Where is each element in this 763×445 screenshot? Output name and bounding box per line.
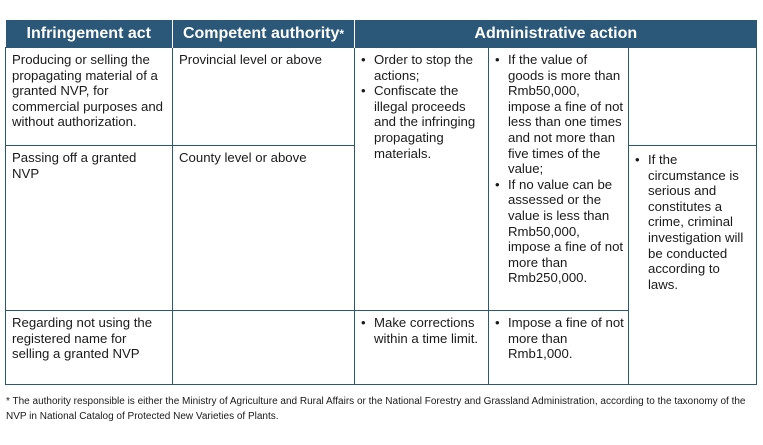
list-item: • If the value of goods is more than Rmb50,000, impose a fine of not less than one times and not more than five times of the value; (493, 52, 624, 177)
list-item: • Impose a fine of not more than Rmb1,000. (493, 315, 624, 362)
action-cell-small-fine (489, 311, 629, 385)
act-cell: Passing off a granted NVP (6, 146, 173, 311)
action-cell-correct (355, 311, 489, 385)
action-cell-stop (355, 48, 489, 311)
header-infringement-act: Infringement act (6, 20, 173, 48)
header-competent-authority-label: Competent authority (182, 24, 340, 42)
header-competent-authority (173, 20, 355, 48)
footnote-marker: * (6, 396, 10, 407)
list-item: • If no value can be assessed or the value is less than Rmb50,000, impose a fine of not more than Rmb250,000. (493, 177, 624, 286)
header-administrative-action: Administrative action (355, 20, 757, 48)
action-cell-empty (629, 48, 757, 146)
footnote-text: The authority responsible is either the Ministry of Agriculture and Rural Affairs or the National Forestry and Grassland Administration, according to the taxonomy of the NVP in National Catalog of Protected New Varieties of Plants. (6, 396, 746, 422)
act-cell: Producing or selling the propagating material of a granted NVP, for commercial purposes and without authorization. (6, 48, 173, 146)
list-item: • Confiscate the illegal proceeds and the infringing propagating materials. (359, 83, 484, 161)
table-row (6, 48, 757, 146)
action-cell-fine (489, 48, 629, 311)
authority-cell-empty (173, 311, 355, 385)
authority-cell: Provincial level or above (173, 48, 355, 146)
act-cell: Regarding not using the registered name for selling a granted NVP (6, 311, 173, 385)
footnote (6, 394, 758, 424)
list-item: • If the circumstance is serious and constitutes a crime, criminal investigation will be conducted according to laws. (633, 152, 752, 292)
list-item: • Make corrections within a time limit. (359, 315, 484, 346)
infringement-table (5, 20, 757, 385)
list-item: • Order to stop the actions; (359, 52, 484, 83)
authority-cell: County level or above (173, 146, 355, 311)
table-header-row (6, 20, 757, 48)
footnote-marker: * (339, 26, 345, 41)
action-cell-criminal (629, 146, 757, 385)
